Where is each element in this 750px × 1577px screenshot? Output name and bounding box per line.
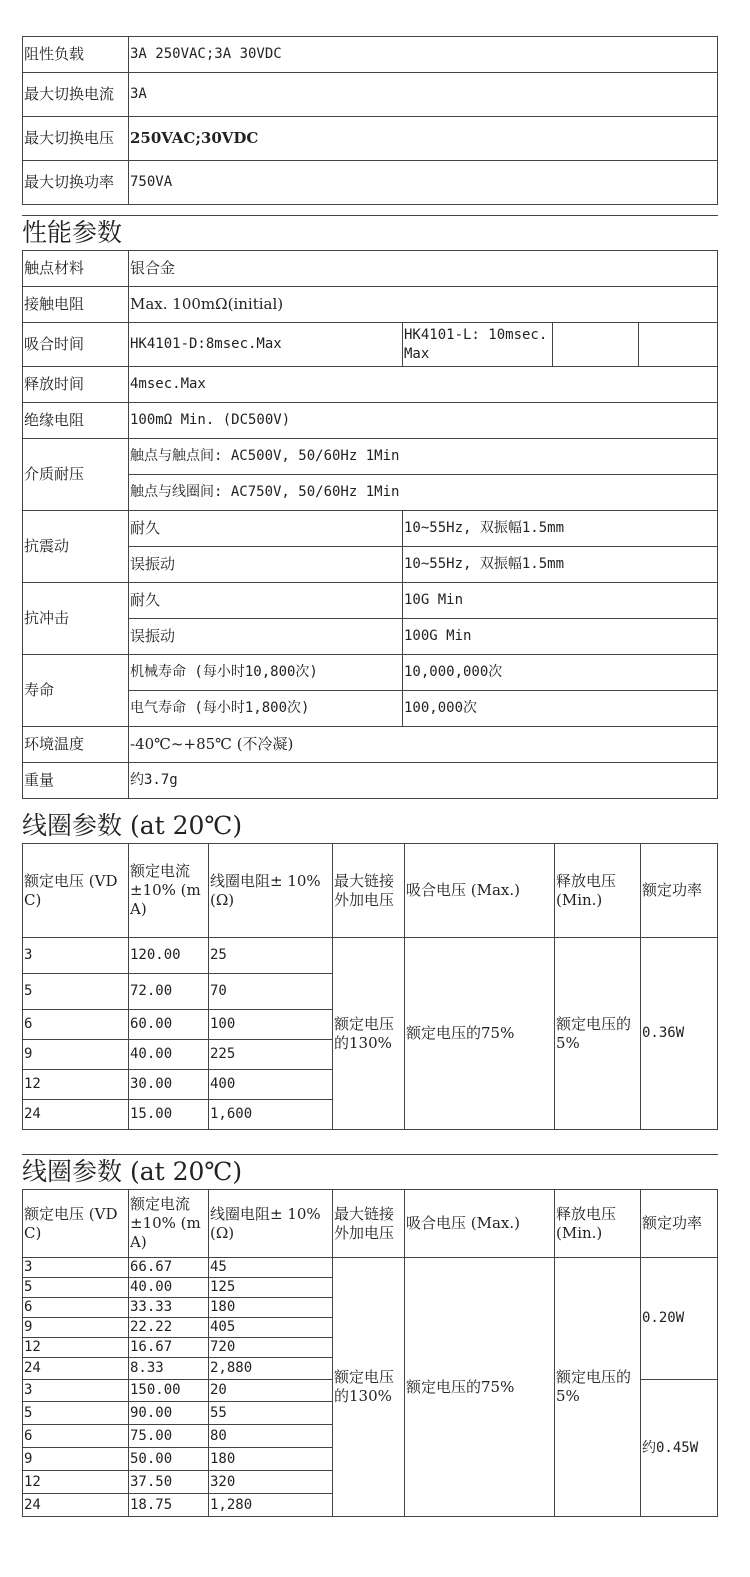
cell-resistance: 400 xyxy=(209,1070,333,1100)
row-label: 寿命 xyxy=(23,655,129,727)
row-label: 最大切换电流 xyxy=(23,73,129,117)
cell-resistance: 25 xyxy=(209,938,333,974)
section-title: 性能参数 xyxy=(22,215,718,250)
row-value: 10~55Hz, 双振幅1.5mm xyxy=(403,547,718,583)
row-value: 银合金 xyxy=(129,251,718,287)
cell-current: 33.33 xyxy=(129,1298,209,1318)
section-title: 线圈参数 (at 20℃) xyxy=(22,1154,718,1189)
row-value: HK4101-D:8msec.Max xyxy=(129,323,403,367)
cell-current: 120.00 xyxy=(129,938,209,974)
row-value: 10,000,000次 xyxy=(403,655,718,691)
cell-voltage: 24 xyxy=(23,1100,129,1130)
cell-voltage: 6 xyxy=(23,1425,129,1448)
column-header: 吸合电压 (Max.) xyxy=(405,844,555,938)
row-label: 阻性负载 xyxy=(23,37,129,73)
column-header: 最大链接外加电压 xyxy=(333,1190,405,1258)
row-value: 约3.7g xyxy=(129,763,718,799)
cell-voltage: 3 xyxy=(23,1380,129,1402)
row-sublabel: 耐久 xyxy=(129,511,403,547)
cell-current: 66.67 xyxy=(129,1258,209,1278)
cell-resistance: 125 xyxy=(209,1278,333,1298)
table-row xyxy=(23,439,718,475)
cell-voltage: 9 xyxy=(23,1040,129,1070)
cell-current: 8.33 xyxy=(129,1358,209,1380)
cell-voltage: 12 xyxy=(23,1471,129,1494)
row-label: 环境温度 xyxy=(23,727,129,763)
empty-cell xyxy=(553,323,639,367)
table-row xyxy=(23,511,718,547)
cell-resistance: 225 xyxy=(209,1040,333,1070)
row-value: 250VAC;30VDC xyxy=(129,117,718,161)
cell-voltage: 12 xyxy=(23,1338,129,1358)
column-header: 线圈电阻± 10%(Ω) xyxy=(209,844,333,938)
column-header: 额定电流 ±10% (mA) xyxy=(129,1190,209,1258)
row-value: 3A 250VAC;3A 30VDC xyxy=(129,37,718,73)
column-header: 最大链接外加电压 xyxy=(333,844,405,938)
row-label: 触点材料 xyxy=(23,251,129,287)
row-value: Max. 100mΩ(initial) xyxy=(129,287,718,323)
performance-table xyxy=(22,250,718,799)
coil-parameters-table-2 xyxy=(22,1189,718,1517)
cell-resistance: 1,600 xyxy=(209,1100,333,1130)
cell-current: 18.75 xyxy=(129,1494,209,1517)
contact-rating-table xyxy=(22,36,718,205)
cell-current: 30.00 xyxy=(129,1070,209,1100)
table-row xyxy=(23,117,718,161)
row-label: 最大切换功率 xyxy=(23,161,129,205)
cell-voltage: 5 xyxy=(23,1402,129,1425)
row-label: 绝缘电阻 xyxy=(23,403,129,439)
cell-voltage: 24 xyxy=(23,1358,129,1380)
table-header-row xyxy=(23,1190,718,1258)
cell-current: 150.00 xyxy=(129,1380,209,1402)
column-header: 额定电流 ±10% (mA) xyxy=(129,844,209,938)
row-label: 重量 xyxy=(23,763,129,799)
row-label: 接触电阻 xyxy=(23,287,129,323)
cell-current: 90.00 xyxy=(129,1402,209,1425)
row-value: 4msec.Max xyxy=(129,367,718,403)
cell-pickup-voltage: 额定电压的75% xyxy=(405,1258,555,1517)
cell-max-voltage: 额定电压的130% xyxy=(333,938,405,1130)
cell-resistance: 45 xyxy=(209,1258,333,1278)
table-row xyxy=(23,323,718,367)
cell-voltage: 12 xyxy=(23,1070,129,1100)
cell-voltage: 9 xyxy=(23,1448,129,1471)
cell-resistance: 405 xyxy=(209,1318,333,1338)
cell-resistance: 100 xyxy=(209,1010,333,1040)
spec-sheet xyxy=(22,0,718,1517)
table-row xyxy=(23,938,718,974)
row-value: 100mΩ Min. (DC500V) xyxy=(129,403,718,439)
row-sublabel: 误振动 xyxy=(129,547,403,583)
column-header: 吸合电压 (Max.) xyxy=(405,1190,555,1258)
coil-parameters-table-1 xyxy=(22,843,718,1130)
table-row xyxy=(23,583,718,619)
row-label: 抗震动 xyxy=(23,511,129,583)
cell-current: 60.00 xyxy=(129,1010,209,1040)
table-row xyxy=(23,1258,718,1278)
cell-resistance: 80 xyxy=(209,1425,333,1448)
column-header: 额定电压 (VDC) xyxy=(23,844,129,938)
cell-voltage: 5 xyxy=(23,974,129,1010)
row-sublabel: 机械寿命 (每小时10,800次) xyxy=(129,655,403,691)
table-row xyxy=(23,73,718,117)
row-sublabel: 耐久 xyxy=(129,583,403,619)
row-label: 释放时间 xyxy=(23,367,129,403)
cell-resistance: 20 xyxy=(209,1380,333,1402)
cell-resistance: 1,280 xyxy=(209,1494,333,1517)
row-value: 100,000次 xyxy=(403,691,718,727)
cell-current: 75.00 xyxy=(129,1425,209,1448)
row-value: 触点与触点间: AC500V, 50/60Hz 1Min xyxy=(129,439,718,475)
cell-current: 22.22 xyxy=(129,1318,209,1338)
table-row xyxy=(23,727,718,763)
cell-release-voltage: 额定电压的5% xyxy=(555,938,641,1130)
cell-power: 约0.45W xyxy=(641,1380,718,1517)
cell-power: 0.20W xyxy=(641,1258,718,1380)
row-sublabel: 电气寿命 (每小时1,800次) xyxy=(129,691,403,727)
row-value: 触点与线圈间: AC750V, 50/60Hz 1Min xyxy=(129,475,718,511)
table-row xyxy=(23,161,718,205)
column-header: 线圈电阻± 10%(Ω) xyxy=(209,1190,333,1258)
cell-resistance: 180 xyxy=(209,1298,333,1318)
row-label: 吸合时间 xyxy=(23,323,129,367)
cell-current: 50.00 xyxy=(129,1448,209,1471)
section-title: 线圈参数 (at 20℃) xyxy=(22,811,243,840)
cell-resistance: 55 xyxy=(209,1402,333,1425)
row-value: 10G Min xyxy=(403,583,718,619)
cell-voltage: 5 xyxy=(23,1278,129,1298)
cell-voltage: 24 xyxy=(23,1494,129,1517)
table-header-row xyxy=(23,844,718,938)
row-value: 10~55Hz, 双振幅1.5mm xyxy=(403,511,718,547)
column-header: 额定功率 xyxy=(641,844,718,938)
cell-voltage: 3 xyxy=(23,938,129,974)
cell-current: 16.67 xyxy=(129,1338,209,1358)
row-label: 最大切换电压 xyxy=(23,117,129,161)
cell-current: 37.50 xyxy=(129,1471,209,1494)
row-value: 750VA xyxy=(129,161,718,205)
column-header: 额定功率 xyxy=(641,1190,718,1258)
row-value: HK4101-L: 10msec.Max xyxy=(403,323,553,367)
column-header: 额定电压 (VDC) xyxy=(23,1190,129,1258)
column-header: 释放电压 (Min.) xyxy=(555,844,641,938)
table-row xyxy=(23,367,718,403)
cell-voltage: 6 xyxy=(23,1298,129,1318)
row-value: -40℃~+85℃ (不冷凝) xyxy=(129,727,718,763)
cell-pickup-voltage: 额定电压的75% xyxy=(405,938,555,1130)
row-value: 3A xyxy=(129,73,718,117)
table-row xyxy=(23,37,718,73)
cell-max-voltage: 额定电压的130% xyxy=(333,1258,405,1517)
cell-resistance: 320 xyxy=(209,1471,333,1494)
row-label: 介质耐压 xyxy=(23,439,129,511)
cell-power: 0.36W xyxy=(641,938,718,1130)
column-header: 释放电压 (Min.) xyxy=(555,1190,641,1258)
cell-voltage: 3 xyxy=(23,1258,129,1278)
cell-resistance: 180 xyxy=(209,1448,333,1471)
row-label: 抗冲击 xyxy=(23,583,129,655)
cell-current: 40.00 xyxy=(129,1278,209,1298)
cell-voltage: 9 xyxy=(23,1318,129,1338)
table-row xyxy=(23,287,718,323)
cell-release-voltage: 额定电压的5% xyxy=(555,1258,641,1517)
cell-resistance: 70 xyxy=(209,974,333,1010)
cell-resistance: 720 xyxy=(209,1338,333,1358)
cell-resistance: 2,880 xyxy=(209,1358,333,1380)
empty-cell xyxy=(639,323,718,367)
row-value: 100G Min xyxy=(403,619,718,655)
table-row xyxy=(23,655,718,691)
cell-voltage: 6 xyxy=(23,1010,129,1040)
table-row xyxy=(23,763,718,799)
row-sublabel: 误振动 xyxy=(129,619,403,655)
cell-current: 15.00 xyxy=(129,1100,209,1130)
table-row xyxy=(23,403,718,439)
cell-current: 40.00 xyxy=(129,1040,209,1070)
cell-current: 72.00 xyxy=(129,974,209,1010)
table-row xyxy=(23,251,718,287)
